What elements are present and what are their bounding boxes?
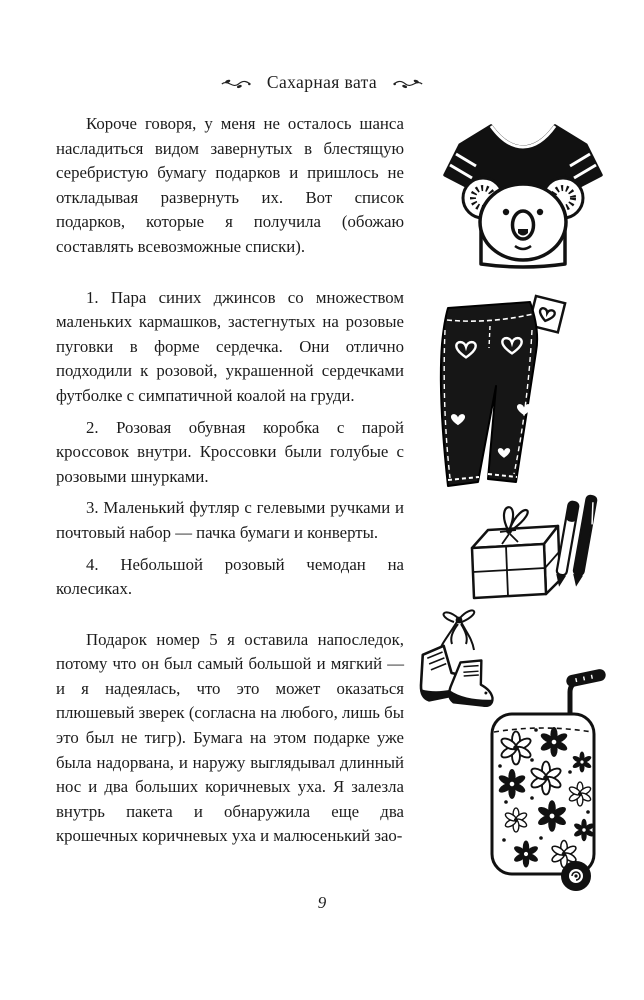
- paragraph-final: Подарок номер 5 я оставила напоследок, потому что он был самый большой и мягкий — и я надеялась, что это может оказаться плюшевый зверек (согласна на любого, лишь бы это был не тигр). Бумага на этом подарке уже была надорвана, и наружу выглядывал длинный нос и два больших коричневых уха. Я залезла внутрь пакета и обнаружила еще два крошечных коричневых уха и малюсенький зао-: [56, 629, 404, 846]
- list-item-3: 3. Маленький футляр с гелевыми ручками и почтовый набор — пачка бумаги и конверты.: [56, 498, 404, 542]
- list-item-2: 2. Розовая обувная коробка с парой кроссовок внутри. Кроссовки были голубые с розовыми шнурками.: [56, 417, 404, 486]
- page-number: 9: [317, 893, 327, 912]
- gift-and-pens-illustration: [464, 490, 604, 608]
- paragraph-intro: Короче говоря, у меня не осталось шанса насладиться видом завернутых в блестящую серебристую бумагу подарков и пришлось не откладывая развернуть их. Вот список подарков, которые я получила (обожаю составлять всевозможные списки).: [56, 114, 404, 256]
- chapter-title: Сахарная вата: [266, 72, 378, 92]
- jeans-illustration: [414, 286, 572, 494]
- suitcase-illustration: [486, 668, 610, 894]
- koala-tshirt-illustration: [438, 112, 608, 284]
- list-item-4: 4. Небольшой розовый чемодан на колесиках.: [56, 554, 404, 599]
- fleuron-right-icon: [393, 77, 423, 89]
- list-item-1: 1. Пара синих джинсов со множеством маленьких кармашков, застегнутых на розовые пуговки в форме сердечка. Они отлично подходили к розовой, украшенной сердечками футболке с симпатичной коалой на груди.: [56, 287, 404, 405]
- page-header: [0, 72, 644, 93]
- body-text-column: [56, 112, 404, 849]
- fleuron-left-icon: [221, 77, 251, 89]
